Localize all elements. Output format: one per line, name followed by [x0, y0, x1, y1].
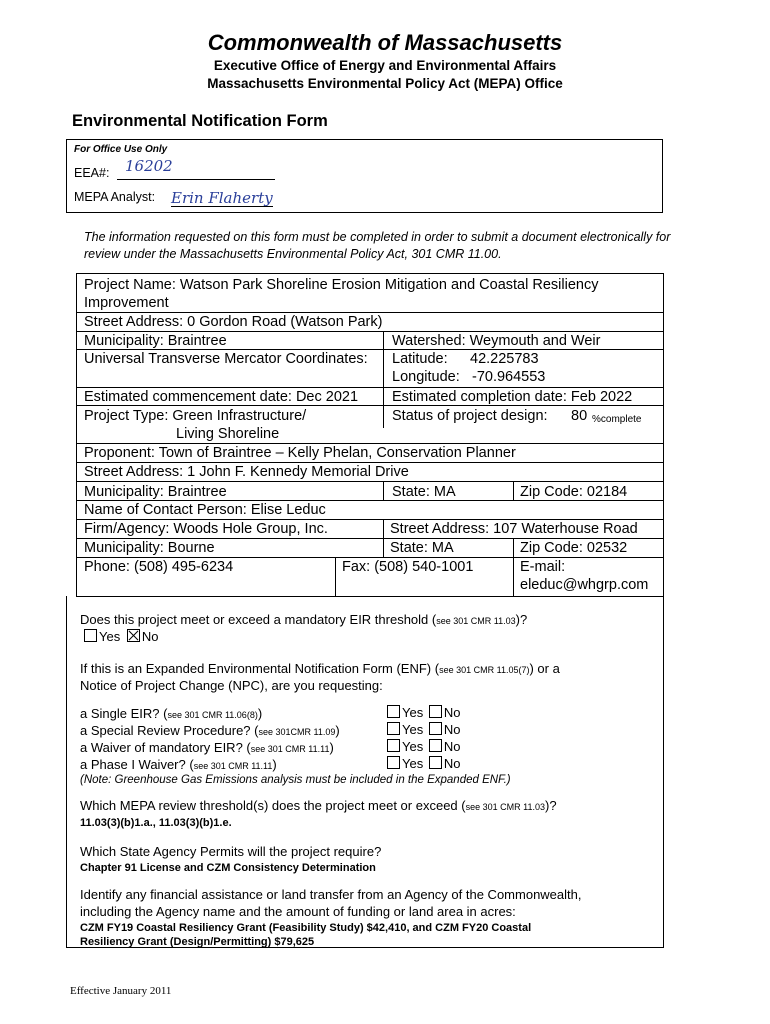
special-review-options: Yes No [387, 722, 460, 737]
waiver-options: Yes No [387, 739, 460, 754]
phase-waiver-options: Yes No [387, 756, 460, 771]
phase-waiver-question: a Phase I Waiver? (see 301 CMR 11.11) [80, 757, 277, 772]
proponent-zip: Zip Code: 02184 [520, 484, 628, 500]
design-status-label: Status of project design: [392, 408, 548, 424]
enf-question-cont: Notice of Project Change (NPC), are you requesting: [80, 678, 383, 693]
commencement-date: Estimated commencement date: Dec 2021 [84, 389, 359, 405]
eir-no-checkbox[interactable] [127, 629, 140, 642]
financial-question-cont: including the Agency name and the amount of funding or land area in acres: [80, 904, 516, 919]
project-type-cont: Living Shoreline [176, 426, 280, 442]
proponent: Proponent: Town of Braintree – Kelly Phelan, Conservation Planner [84, 445, 516, 461]
single-eir-options: Yes No [387, 705, 460, 720]
longitude-value: -70.964553 [472, 369, 546, 385]
col-divider [513, 481, 514, 500]
project-municipality: Municipality: Braintree [84, 333, 227, 349]
financial-answer: CZM FY19 Coastal Resiliency Grant (Feasibility Study) $42,410, and CZM FY20 Coastal [80, 922, 532, 934]
table-border [663, 273, 664, 596]
phase-waiver-no-checkbox[interactable] [429, 756, 442, 769]
design-status-unit: %complete [592, 414, 642, 425]
proponent-street: Street Address: 1 John F. Kennedy Memorial Drive [84, 464, 409, 480]
eir-threshold-question: Does this project meet or exceed a mandatory EIR threshold (see 301 CMR 11.03)? [80, 612, 528, 627]
agency-line: Executive Office of Energy and Environmental Affairs [213, 58, 557, 73]
intro-text: The information requested on this form must be completed in order to submit a document electronically for review under the Massachusetts Environmental Policy Act, 301 CMR 11.00. [84, 230, 671, 261]
row-divider [76, 405, 664, 406]
contact-firm: Firm/Agency: Woods Hole Group, Inc. [84, 521, 328, 537]
phase-waiver-yes-checkbox[interactable] [387, 756, 400, 769]
project-type: Project Type: Green Infrastructure/ [84, 408, 307, 424]
completion-date: Estimated completion date: Feb 2022 [392, 389, 633, 405]
analyst-label: MEPA Analyst: [74, 190, 156, 204]
waiver-yes-checkbox[interactable] [387, 739, 400, 752]
special-review-yes-checkbox[interactable] [387, 722, 400, 735]
latitude-value: 42.225783 [470, 351, 539, 367]
office-use-heading: For Office Use Only [74, 144, 168, 155]
footer-effective-date: Effective January 2011 [70, 985, 172, 997]
watershed: Watershed: Weymouth and Weir [392, 333, 601, 349]
eir-yes-checkbox[interactable] [84, 629, 97, 642]
single-eir-yes-checkbox[interactable] [387, 705, 400, 718]
permits-question: Which State Agency Permits will the project require? [80, 844, 382, 859]
latitude-label: Latitude: [392, 351, 448, 367]
eea-number-field[interactable]: 16202 [125, 157, 173, 175]
project-name: Project Name: Watson Park Shoreline Erosion Mitigation and Coastal Resiliency [84, 277, 599, 293]
longitude-label: Longitude: [392, 369, 460, 385]
financial-question: Identify any financial assistance or land transfer from an Agency of the Commonwealth, [80, 887, 582, 902]
table-border [76, 273, 664, 274]
proponent-state: State: MA [392, 484, 456, 500]
project-street: Street Address: 0 Gordon Road (Watson Park) [84, 314, 383, 330]
single-eir-no-checkbox[interactable] [429, 705, 442, 718]
contact-email-label: E-mail: [520, 559, 566, 575]
contact-street: Street Address: 107 Waterhouse Road [390, 521, 638, 537]
contact-zip: Zip Code: 02532 [520, 540, 628, 556]
form-title: Environmental Notification Form [72, 112, 328, 130]
contact-municipality: Municipality: Bourne [84, 540, 215, 556]
special-review-question: a Special Review Procedure? (see 301CMR 11.09) [80, 723, 340, 738]
contact-phone: Phone: (508) 495-6234 [84, 559, 234, 575]
contact-state: State: MA [390, 540, 454, 556]
ghg-note: (Note: Greenhouse Gas Emissions analysis must be included in the Expanded ENF.) [80, 774, 511, 786]
office-line: Massachusetts Environmental Policy Act (MEPA) Office [207, 76, 563, 91]
proponent-municipality: Municipality: Braintree [84, 484, 227, 500]
table-border [76, 273, 77, 596]
row-divider [76, 481, 664, 482]
single-eir-question: a Single EIR? (see 301 CMR 11.06(8)) [80, 706, 263, 721]
permits-answer: Chapter 91 License and CZM Consistency Determination [80, 862, 376, 874]
col-divider [383, 481, 384, 500]
utm-label: Universal Transverse Mercator Coordinates: [84, 351, 368, 367]
col-divider [383, 331, 384, 428]
waiver-question: a Waiver of mandatory EIR? (see 301 CMR 11.11) [80, 740, 334, 755]
threshold-answer: 11.03(3)(b)1.a., 11.03(3)(b)1.e. [80, 817, 232, 829]
special-review-no-checkbox[interactable] [429, 722, 442, 735]
page-title: Commonwealth of Massachusetts [207, 30, 563, 55]
contact-email: eleduc@whgrp.com [520, 577, 649, 593]
design-status-value: 80 [571, 408, 588, 424]
waiver-no-checkbox[interactable] [429, 739, 442, 752]
enf-question: If this is an Expanded Environmental Notification Form (ENF) (see 301 CMR 11.05(7)) or a [80, 661, 560, 676]
contact-person: Name of Contact Person: Elise Leduc [84, 502, 326, 518]
col-divider [513, 538, 514, 596]
project-name-cont: Improvement [84, 295, 169, 311]
col-divider [335, 557, 336, 596]
eea-label: EEA#: [74, 166, 110, 180]
threshold-question: Which MEPA review threshold(s) does the project meet or exceed (see 301 CMR 11.03)? [80, 798, 557, 813]
financial-answer-cont: Resiliency Grant (Design/Permitting) $79,625 [80, 936, 315, 948]
analyst-field[interactable]: Erin Flaherty [171, 189, 273, 207]
eir-threshold-answer: Yes No [84, 628, 158, 645]
contact-fax: Fax: (508) 540-1001 [342, 559, 474, 575]
